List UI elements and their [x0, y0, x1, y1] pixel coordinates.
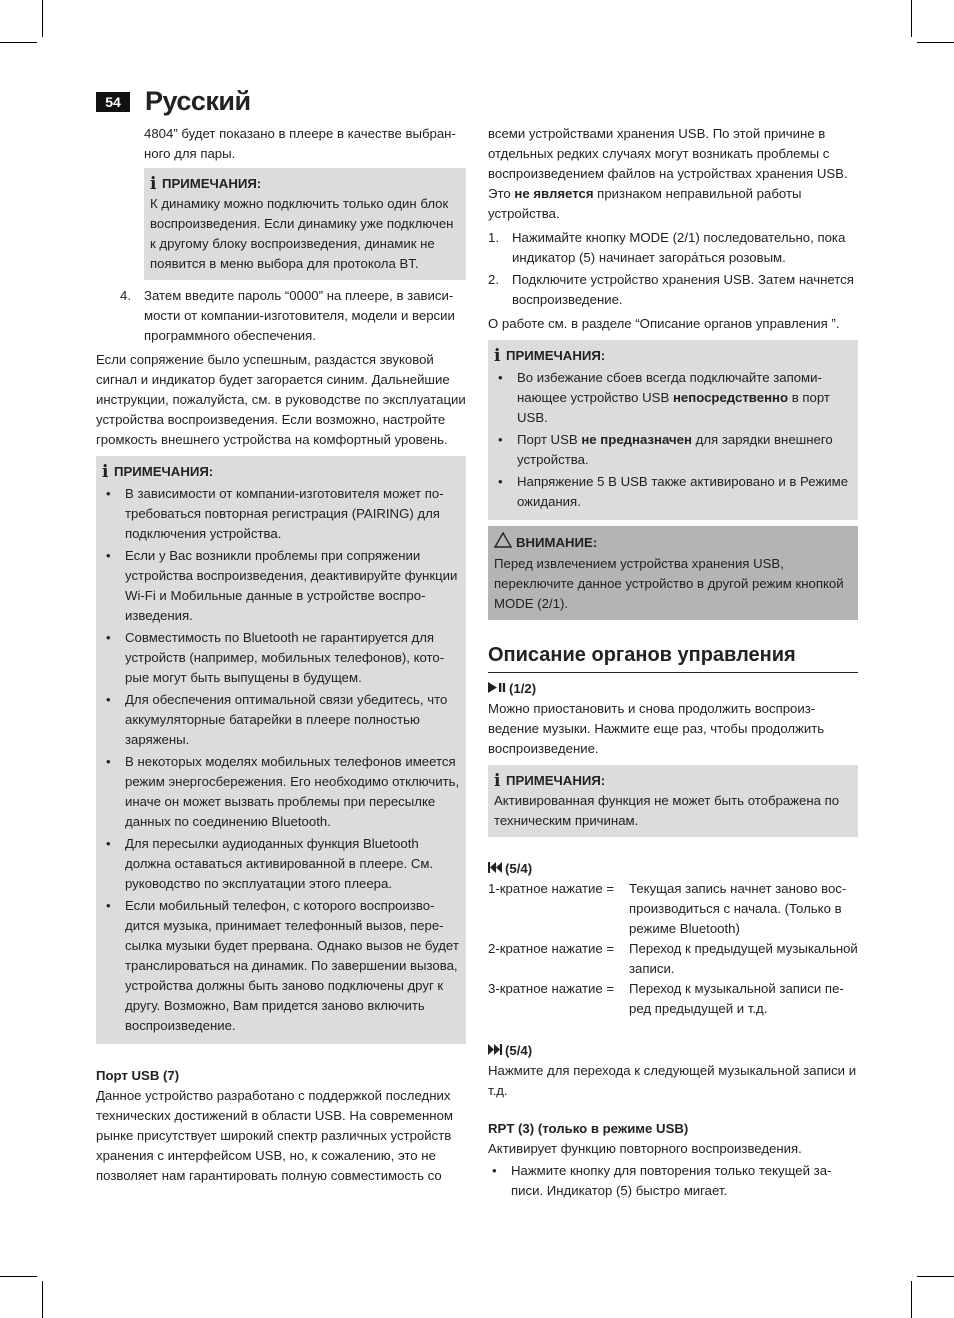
steps-list: [120, 286, 466, 346]
page-number: 54: [96, 92, 130, 112]
left-column: [96, 124, 466, 1186]
note-text: К динамику можно подключить только один блок воспроизведения. Если динамику уже подключен к другому блоку воспроизведения, динамик не появится в меню выбора для протокола BT.: [150, 196, 454, 271]
press-row: 1-кратное нажатие = Текущая запись начнет заново воспроизводиться с начала. (Только в режиме Bluetooth): [488, 881, 847, 936]
crop-mark: [917, 1276, 954, 1277]
list-item: • Для пересылки аудиоданных функция Bluetooth должна оставаться активированной в плеере. См. руководство по эксплуатации этого плеера.: [102, 834, 460, 894]
list-item: 4. Затем введите пароль “0000” на плеере, в зависимости от компании-изготовителя, модели и версии программного обеспечения.: [120, 288, 455, 343]
note-title: ПРИМЕЧАНИЯ:: [506, 348, 606, 363]
list-item: • Порт USB не предназначен для зарядки внешнего устройства.: [494, 430, 852, 470]
list-item: • Если мобильный телефон, с которого воспроизводится музыка, принимает телефонный вызов, пересылка музыки будет прервана. Однако вызов не будет транслироваться на динамик. По завершении вызова, устройства должны быть заново подключены друг к другу. Возможно, Вам придется заново включить воспроизведение.: [102, 896, 460, 1036]
next-heading: (5/4): [488, 1041, 858, 1061]
list-item: • Напряжение 5 В USB также активировано и в Режиме ожидания.: [494, 472, 852, 512]
warning-text: Перед извлечением устройства хранения USB, переключите данное устройство в другой режим кнопкой MODE (2/1).: [494, 556, 844, 611]
page-title: Русский: [145, 86, 251, 116]
steps-list: [488, 228, 858, 310]
crop-mark: [911, 1281, 912, 1318]
rpt-list: [488, 1161, 858, 1201]
crop-mark: [0, 42, 37, 43]
previous-heading: (5/4): [488, 859, 858, 879]
press-row: 2-кратное нажатие = Переход к предыдущей музыкальной записи.: [488, 941, 858, 976]
right-column: [488, 124, 858, 1203]
warning-box: [488, 526, 858, 620]
intro-text: 4804” будет показано в плеере в качестве выбранного для пары.: [144, 126, 456, 161]
note-box: [96, 456, 466, 1044]
usb-paragraph: Данное устройство разработано с поддержкой последних технических достижений в области USB. На современном рынке присутствует широкий спектр различных устройств хранения с интерфейсом USB, но, к сожалению, это не позволяет нам гарантировать полную совместимость со: [96, 1088, 453, 1183]
warning-title: ВНИМАНИЕ:: [516, 535, 598, 550]
note-title: ПРИМЕЧАНИЯ:: [114, 464, 214, 479]
play-pause-icon: [488, 682, 506, 693]
list-item: 2. Подключите устройство хранения USB. Затем начнется воспроизведение.: [488, 272, 854, 307]
info-icon: i: [150, 174, 157, 194]
list-item: • Нажмите кнопку для повторения только текущей записи. Индикатор (5) быстро мигает.: [488, 1161, 858, 1201]
info-icon: i: [494, 771, 501, 791]
crop-mark: [0, 1276, 37, 1277]
note-box: [144, 168, 466, 280]
see-also-text: О работе см. в разделе “Описание органов управления ”.: [488, 316, 840, 331]
note-title: ПРИМЕЧАНИЯ:: [162, 176, 262, 191]
notes-list: [102, 484, 460, 1036]
info-icon: i: [102, 462, 109, 482]
skip-back-icon: [488, 862, 502, 873]
note-box: [488, 340, 858, 520]
usb-paragraph-cont: всеми устройствами хранения USB. По этой причине в отдельных редких случаях могут возникать проблемы с воспроизведением файлов на устройствах хранения USB. Это не является признаком неправильной работы устройства.: [488, 126, 848, 221]
crop-mark: [42, 1281, 43, 1318]
press-row: 3-кратное нажатие = Переход к музыкальной записи перед предыдущей и т.д.: [488, 981, 844, 1016]
next-text: Нажмите для перехода к следующей музыкальной записи и т.д.: [488, 1063, 857, 1098]
note-title: ПРИМЕЧАНИЯ:: [506, 773, 606, 788]
crop-mark: [42, 0, 43, 37]
list-item: • В зависимости от компании-изготовителя может потребоваться повторная регистрация (PAIRING) для подключения устройства.: [102, 484, 460, 544]
notes-list: [494, 368, 852, 512]
skip-forward-icon: [488, 1044, 502, 1055]
info-icon: i: [494, 346, 501, 366]
warning-icon: [494, 532, 512, 554]
play-pause-heading: (1/2): [488, 679, 858, 699]
list-item: • В некоторых моделях мобильных телефонов имеется режим энергосбережения. Его необходимо отключить, иначе он может вызвать проблемы при пересылке данных по соединению Bluetooth.: [102, 752, 460, 832]
note-text: Активированная функция не может быть отображена по техническим причинам.: [494, 793, 840, 828]
crop-mark: [911, 0, 912, 37]
play-pause-text: Можно приостановить и снова продолжить воспроизведение музыки. Нажмите еще раз, чтобы продолжить воспроизведение.: [488, 701, 825, 756]
rpt-text: Активирует функцию повторного воспроизведения.: [488, 1141, 802, 1156]
note-box: [488, 765, 858, 837]
crop-mark: [917, 42, 954, 43]
list-item: • Для обеспечения оптимальной связи убедитесь, что аккумуляторные батарейки в плеере полностью заряжены.: [102, 690, 460, 750]
section-heading: Описание органов управления: [488, 642, 858, 673]
list-item: 1. Нажимайте кнопку MODE (2/1) последовательно, пока индикатор (5) начинает загора́ться розовым.: [488, 230, 846, 265]
list-item: • Если у Вас возникли проблемы при сопряжении устройства воспроизведения, деактивируйте функции Wi-Fi и Мобильные данные в устройстве воспроизведения.: [102, 546, 460, 626]
pairing-paragraph: Если сопряжение было успешным, раздастся звуковой сигнал и индикатор будет загорается синим. Дальнейшие инструкции, пожалуйста, см. в руководстве по эксплуатации устройства воспроизведения. Если возможно, настройте громкость внешнего устройства на комфортный уровень.: [96, 352, 466, 447]
section-heading: Порт USB (7): [96, 1068, 180, 1083]
list-item: • Совместимость по Bluetooth не гарантируется для устройств (например, мобильных телефонов), которые могут быть выпущены в будущем.: [102, 628, 460, 688]
rpt-heading: RPT (3) (только в режиме USB): [488, 1121, 689, 1136]
list-item: • Во избежание сбоев всегда подключайте запоминающее устройство USB непосредственно в порт USB.: [494, 368, 852, 428]
